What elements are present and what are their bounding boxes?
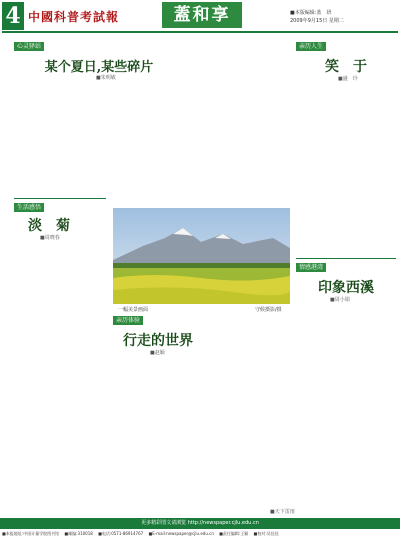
editor-line: ■本版编辑:蓝 妍 <box>290 10 332 16</box>
header-rule <box>2 31 398 33</box>
divider-right <box>296 258 396 259</box>
publication-info: ■本报地址:中国计量学院图书馆 ■邮编:310018 ■电话:0571-86914767 ■E-mail:newspaper@cjlu.edu.cn ■责任编辑:王颖 ■校对:吴佳佳 <box>2 531 279 536</box>
landscape-photo <box>113 208 290 304</box>
article-body-walk-col2 <box>205 316 291 514</box>
footer-banner: 更多精彩图文请浏览 http://newspaper.cjlu.edu.cn <box>0 518 400 529</box>
article-body-xixi <box>296 304 396 514</box>
photo-caption-right: 守候摄影/摄 <box>255 307 282 313</box>
article-title-xixi: 印象西溪 <box>318 280 374 296</box>
photo-caption-left: 一幅美景画面 <box>118 307 149 313</box>
section-label-life: 生活感悟 <box>14 203 44 212</box>
article-body-summer-col1 <box>14 82 106 194</box>
article-author-walk: ■赵颖 <box>150 350 165 356</box>
article-body-summer-col2 <box>110 82 192 194</box>
divider <box>14 198 106 199</box>
article-author-xixi: ■周小娟 <box>330 297 350 303</box>
article-body-xiao <box>296 83 396 255</box>
article-title-walk: 行走的世界 <box>123 333 193 349</box>
article-title-xiao: 笑 于 <box>325 59 367 75</box>
article-title-dan: 淡 菊 <box>28 218 70 234</box>
article-body-dan <box>14 244 106 514</box>
section-label-life-right: 亲历人生 <box>296 42 326 51</box>
section-label-experience: 亲历体验 <box>113 316 143 325</box>
date-line: 2009年9月15日 星期二 <box>290 18 344 24</box>
page-number: 4 <box>2 2 24 30</box>
section-label-heart: 心灵驿站 <box>14 42 44 51</box>
article-title-summer: 某个夏日,某些碎片 <box>44 60 154 75</box>
article-body-walk-col1 <box>113 357 203 514</box>
article-author-summer: ■朱明敏 <box>96 75 116 81</box>
inline-note: ■天下雷雨 <box>270 509 295 515</box>
article-body-summer-col3 <box>196 40 288 200</box>
article-author-dan: ■周晓春 <box>40 235 60 241</box>
newspaper-brand: 中國科普考試報 <box>28 10 120 24</box>
article-author-xiao: ■盛 玲 <box>338 76 358 82</box>
section-title: 蓋和享 <box>162 2 242 28</box>
section-label-emotion: 情感港湾 <box>296 263 326 272</box>
